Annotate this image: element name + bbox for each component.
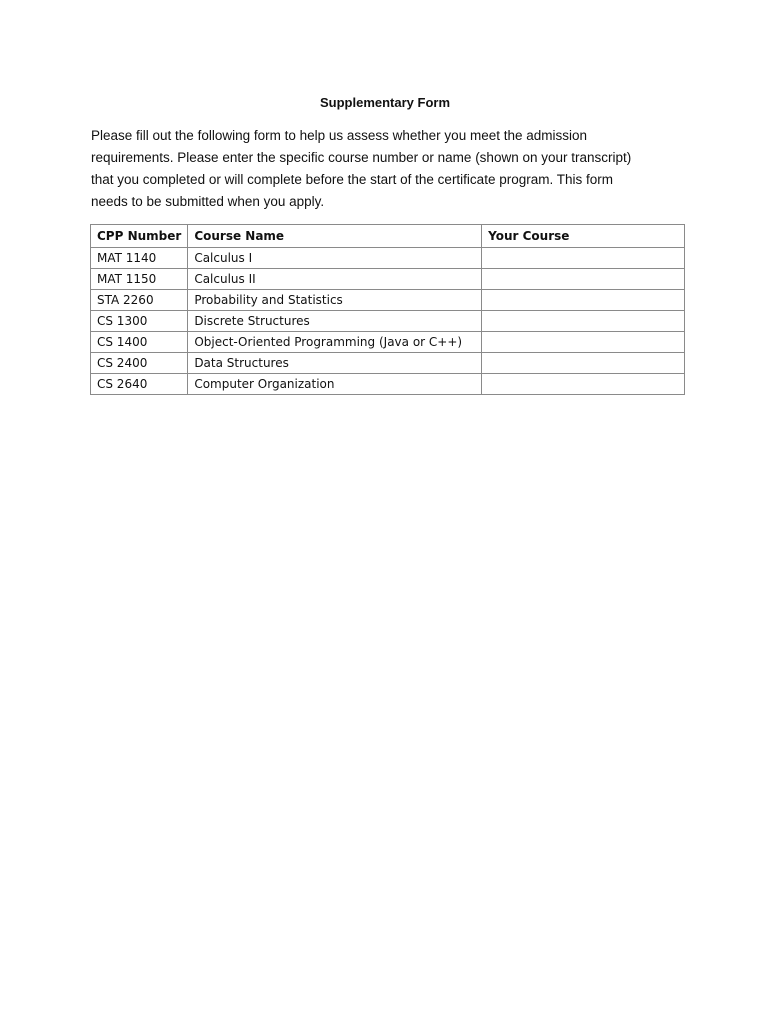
intro-line: Please fill out the following form to help us assess whether you meet the admission (91, 128, 588, 143)
your-course-field[interactable] (482, 374, 685, 395)
cpp-number-cell: CS 2400 (91, 353, 188, 374)
your-course-field[interactable] (482, 269, 685, 290)
table-row (91, 269, 685, 290)
cpp-number-cell: MAT 1140 (91, 248, 188, 269)
your-course-field[interactable] (482, 332, 685, 353)
course-name-cell: Object-Oriented Programming (Java or C++) (188, 332, 482, 353)
table-row (91, 353, 685, 374)
intro-paragraph (91, 125, 691, 213)
course-name-cell: Calculus II (188, 269, 482, 290)
your-course-field[interactable] (482, 290, 685, 311)
course-table (90, 224, 685, 395)
cpp-number-cell: CS 1400 (91, 332, 188, 353)
your-course-field[interactable] (482, 311, 685, 332)
intro-line: that you completed or will complete before the start of the certificate program. This form (91, 172, 613, 187)
header-your-course: Your Course (482, 225, 685, 248)
table-row (91, 248, 685, 269)
course-name-cell: Computer Organization (188, 374, 482, 395)
course-name-cell: Discrete Structures (188, 311, 482, 332)
header-cpp-number: CPP Number (91, 225, 188, 248)
intro-line: needs to be submitted when you apply. (91, 194, 325, 209)
table-row (91, 311, 685, 332)
your-course-field[interactable] (482, 248, 685, 269)
course-name-cell: Data Structures (188, 353, 482, 374)
table-header-row (91, 225, 685, 248)
table-row (91, 332, 685, 353)
header-course-name: Course Name (188, 225, 482, 248)
intro-line: requirements. Please enter the specific course number or name (shown on your transcript) (91, 150, 632, 165)
course-name-cell: Probability and Statistics (188, 290, 482, 311)
table-row (91, 290, 685, 311)
cpp-number-cell: CS 2640 (91, 374, 188, 395)
table-row (91, 374, 685, 395)
form-title: Supplementary Form (319, 95, 451, 110)
cpp-number-cell: STA 2260 (91, 290, 188, 311)
cpp-number-cell: CS 1300 (91, 311, 188, 332)
cpp-number-cell: MAT 1150 (91, 269, 188, 290)
your-course-field[interactable] (482, 353, 685, 374)
course-name-cell: Calculus I (188, 248, 482, 269)
